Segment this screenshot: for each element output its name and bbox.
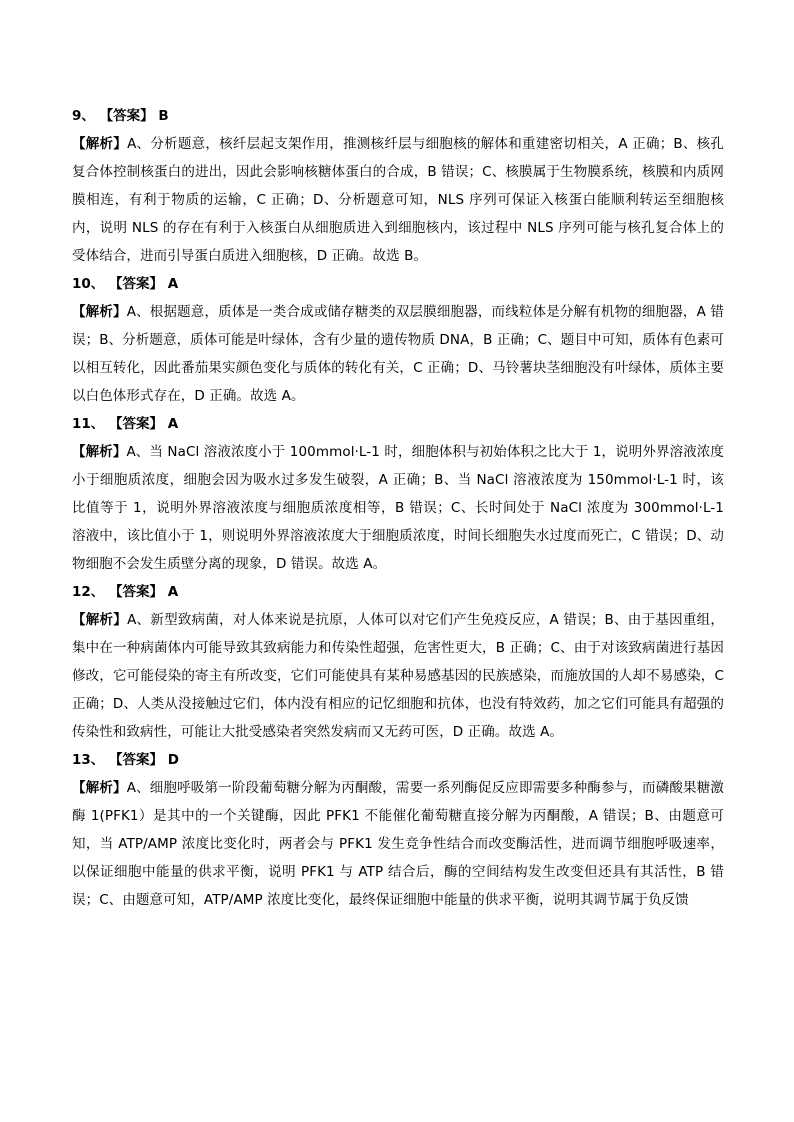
analysis-paragraph xyxy=(72,298,724,410)
analysis-label: 【解析】 xyxy=(72,444,127,460)
answer-label: 【答案】 xyxy=(109,416,163,432)
answer-value: A xyxy=(167,416,179,432)
analysis-label: 【解析】 xyxy=(72,612,128,628)
analysis-label: 【解析】 xyxy=(72,780,127,796)
analysis-text: A、根据题意，质体是一类合成或储存糖类的双层膜细胞器，而线粒体是分解有机物的细胞器，A 错误；B、分析题意，质体可能是叶绿体，含有少量的遗传物质 DNA，B 正确；C、题目中可知，质体有色素可以相互转化，因此番茄果实颜色变化与质体的转化有关，C 正确；D、马铃薯块茎细胞没有叶绿体，质体主要以白色体形式存在，D 正确。故选 A。 xyxy=(72,304,724,404)
answer-value: A xyxy=(167,276,179,292)
question-12 xyxy=(72,578,724,746)
question-number: 10、 xyxy=(72,276,105,292)
answer-label: 【答案】 xyxy=(109,584,163,600)
answer-label: 【答案】 xyxy=(99,108,154,124)
analysis-text: A、当 NaCl 溶液浓度小于 100mmol·L-1 时，细胞体积与初始体积之比大于 1，说明外界溶液浓度小于细胞质浓度，细胞会因为吸水过多发生破裂，A 正确；B、当 NaCl 溶液浓度为 150mmol·L-1 时，该比值等于 1，说明外界溶液浓度与细胞质浓度相等，B 错误；C、长时间处于 NaCl 浓度为 300mmol·L-1 溶液中，该比值小于 1，则说明外界溶液浓度大于细胞质浓度，时间长细胞失水过度而死亡，C 错误；D、动物细胞不会发生质壁分离的现象，D 错误。故选 A。 xyxy=(72,444,725,572)
analysis-label: 【解析】 xyxy=(72,304,127,320)
question-10 xyxy=(72,270,724,410)
answer-value: A xyxy=(167,584,179,600)
analysis-label: 【解析】 xyxy=(72,136,128,152)
question-number: 12、 xyxy=(72,584,105,600)
analysis-text: A、新型致病菌，对人体来说是抗原，人体可以对它们产生免疫反应，A 错误；B、由于基因重组，集中在一种病菌体内可能导致其致病能力和传染性超强，危害性更大，B 正确；C、由于对该致病菌进行基因修改，它可能侵染的寄主有所改变，它们可能使具有某种易感基因的民族感染，而施放国的人却不易感染，C 正确；D、人类从没接触过它们，体内没有相应的记忆细胞和抗体，也没有特效药，加之它们可能具有超强的传染性和致病性，可能让大批受感染者突然发病而又无药可医，D 正确。故选 A。 xyxy=(72,612,724,740)
answer-line xyxy=(72,746,724,774)
question-number: 11、 xyxy=(72,416,105,432)
answer-value: D xyxy=(167,752,179,768)
analysis-text: A、细胞呼吸第一阶段葡萄糖分解为丙酮酸，需要一系列酶促反应即需要多种酶参与，而磷酸果糖激酶 1(PFK1）是其中的一个关键酶，因此 PFK1 不能催化葡萄糖直接分解为丙酮酸，A 错误；B、由题意可知，当 ATP/AMP 浓度比变化时，两者会与 PFK1 发生竞争性结合而改变酶活性，进而调节细胞呼吸速率，以保证细胞中能量的供求平衡，说明 PFK1 与 ATP 结合后，酶的空间结构发生改变但还具有其活性，B 错误；C、由题意可知，ATP/AMP 浓度比变化，最终保证细胞中能量的供求平衡，说明其调节属于负反馈 xyxy=(72,780,724,908)
answer-line xyxy=(72,410,724,438)
answer-line xyxy=(72,102,724,130)
question-9 xyxy=(72,102,724,270)
analysis-paragraph xyxy=(72,130,724,270)
question-number: 13、 xyxy=(72,752,105,768)
answer-analysis-list xyxy=(72,102,724,914)
analysis-paragraph xyxy=(72,438,724,578)
answer-label: 【答案】 xyxy=(109,752,163,768)
analysis-paragraph xyxy=(72,774,724,914)
answer-line xyxy=(72,270,724,298)
answer-label: 【答案】 xyxy=(109,276,163,292)
analysis-text: A、分析题意，核纤层起支架作用，推测核纤层与细胞核的解体和重建密切相关，A 正确；B、核孔复合体控制核蛋白的进出，因此会影响核糖体蛋白的合成，B 错误；C、核膜属于生物膜系统，核膜和内质网膜相连，有利于物质的运输，C 正确；D、分析题意可知，NLS 序列可保证入核蛋白能顺利转运至细胞核内，说明 NLS 的存在有利于入核蛋白从细胞质进入到细胞核内，该过程中 NLS 序列可能与核孔复合体上的受体结合，进而引导蛋白质进入细胞核，D 正确。故选 B。 xyxy=(72,136,724,264)
question-11 xyxy=(72,410,724,578)
answer-value: B xyxy=(158,108,169,124)
analysis-paragraph xyxy=(72,606,724,746)
answer-line xyxy=(72,578,724,606)
question-number: 9、 xyxy=(72,108,95,124)
question-13 xyxy=(72,746,724,914)
